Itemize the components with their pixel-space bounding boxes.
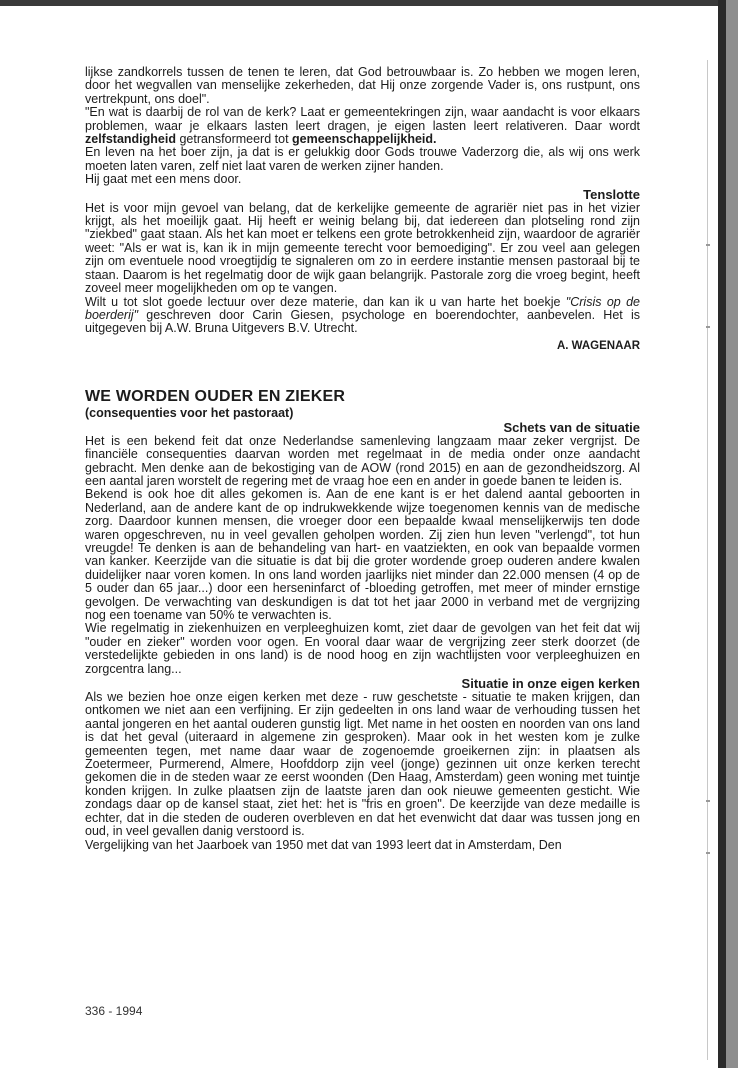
section-heading-schets: Schets van de situatie xyxy=(503,419,640,435)
paragraph: Bekend is ook hoe dit alles gekomen is. Aan de ene kant is er het dalend aantal geboorten in Nederland, aan de andere kant de op indrukwekkende wijze toegenomen kennis van de medische zorg. Daardoor kunnen mensen, die vroeger door een bepaalde kwaal menselijkerwijs ten dode waren opgeschreven, nu in veel gevallen geholpen worden. Zij zien hun leven "verlengd", tot hun vreugde! Te denken is aan de behandeling van hart- en vaatziekten, en ook van bepaalde vormen van kanker. Keerzijde van die situatie is dat bij die groter wordende groep ouderen andere kwalen duidelijker naar voren komen. In ons land worden jaarlijks niet minder dan 22.000 mensen (4 op de 5 ouder dan 65 jaar...) door een herseninfarct of -bloeding getroffen, met meer of minder ernstige gevolgen. De verwachting van deskundigen is dat tot het jaar 2000 in verband met de vergrijzing nog een toename van 50% te verwachten is. xyxy=(85,487,640,622)
binding-gutter-line xyxy=(707,60,708,1060)
paragraph: Het is voor mijn gevoel van belang, dat de kerkelijke gemeente de agrariër niet pas in het vizier krijgt, als het moeilijk gaat. Hij heeft er weinig belang bij, dat iedereen dan plotseling rond zijn "ziekbed" gaat staan. Als het kan moet er telkens een grote betrokkenheid zijn, waardoor de agrariër weet: "Als er wat is, kan ik in mijn gemeente terecht voor bemoediging". Er zou veel aan gelegen zijn om eventuele nood vroegtijdig te signaleren om zo in eerdere instantie mensen pastoraal bij te staan. Daarom is het regelmatig door de wijk gaan belangrijk. Pastorale zorg die vroeg begint, heeft zoveel meer mogelijkheden om op te vangen. xyxy=(85,200,640,296)
author-signature: A. WAGENAAR xyxy=(556,339,640,352)
paragraph xyxy=(85,296,640,336)
article-older-and-sicker xyxy=(85,388,640,852)
text-run: "En wat is daarbij de rol van de kerk? Laat er gemeentekringen zijn, waar aandacht is voor elkaars problemen, waar je elkaars lasten leert dragen, je eigen lasten leert relativeren. Daar wordt xyxy=(85,105,640,133)
paragraph: Als we bezien hoe onze eigen kerken met deze - ruw geschetste - situatie te maken krijgen, dan ontkomen we niet aan een verfijning. Er zijn gedeelten in ons land waar de verhouding tussen het aantal jongeren en het aantal ouderen gunstig ligt. Met name in het oosten en noorden van ons land is dat het geval (uiteraard in algemene zin gesproken). Maar ook in het westen kom je zulke gemeenten tegen, met name daar waar de zogenoemde groeikernen zijn: in plaatsen als Zoetermeer, Purmerend, Almere, Hoofddorp zijn veel (jonge) gezinnen uit onze kerken terecht gekomen die in de steden waar ze eerst woonden (Den Haag, Amsterdam) geen woning met tuintje konden krijgen. In zulke plaatsen zijn de laatste jaren dan ook nieuwe gemeenten gesticht. Wie zondags daar op de kansel staat, ziet het: het is "fris en groen". De keerzijde van deze medaille is echter, dat in die steden de ouderen overbleven en dat het evenwicht dat daar was tussen jong en oud, in veel gevallen danig verstoord is. xyxy=(85,690,640,839)
paragraph: Vergelijking van het Jaarboek van 1950 met dat van 1993 leert dat in Amsterdam, Den xyxy=(85,837,562,852)
section-heading-situatie: Situatie in onze eigen kerken xyxy=(461,676,640,692)
page-footer: 336 - 1994 xyxy=(85,1004,143,1018)
scan-border-right-dark xyxy=(718,0,726,1068)
paragraph: Hij gaat met een mens door. xyxy=(85,172,242,187)
paragraph: lijkse zandkorrels tussen de tenen te leren, dat God betrouwbaar is. Zo hebben we mogen leren, door het wegvallen van menselijke zekerheden, dat Hij onze zorgende Vader is, ons rustpunt, ons vertrekpunt, ons doel". xyxy=(85,65,640,106)
gutter-mark xyxy=(706,852,710,854)
gutter-mark xyxy=(706,326,710,328)
page-content xyxy=(85,66,640,852)
paragraph: Wie regelmatig in ziekenhuizen en verpleeghuizen komt, ziet daar de gevolgen van het feit dat wij "ouder en zieker" worden voor ogen. En vooral daar waar de vergrijzing zeer sterk doorzet (de verstedelijkte gebieden in ons land) is de nood hoog en zijn wachtlijsten voor verpleeghuizen en zorgcentra lang... xyxy=(85,621,640,676)
bold-term: zelfstandigheid xyxy=(85,132,176,147)
text-run: Wilt u tot slot goede lectuur over deze materie, dan kan ik u van harte het boekje xyxy=(85,294,566,309)
gutter-mark xyxy=(706,244,710,246)
paragraph: En leven na het boer zijn, ja dat is er gelukkig door Gods trouwe Vaderzorg die, als wij ons werk moeten laten varen, zelf niet laat varen de werken zijner handen. xyxy=(85,145,640,173)
article-title: WE WORDEN OUDER EN ZIEKER xyxy=(85,387,346,405)
gutter-mark xyxy=(706,800,710,802)
text-run: geschreven door Carin Giesen, psychologe en boerendochter, aanbevelen. Het is uitgegeven bij A.W. Bruna Uitgevers B.V. Utrecht. xyxy=(85,307,640,336)
article-farmers-crisis xyxy=(85,66,640,352)
article-subtitle: (consequenties voor het pastoraat) xyxy=(85,405,294,420)
paragraph: Het is een bekend feit dat onze Nederlandse samenleving langzaam maar zeker vergrijst. De financiële consequenties daarvan worden met regelmaat in de media onder onze aandacht gebracht. Men denke aan de bekostiging van de AOW (rond 2015) en aan de gezondheidszorg. Al een aantal jaren worstelt de regering met de vraag hoe een en ander in goede banen te leiden is. xyxy=(85,433,640,488)
section-heading-tenslotte: Tenslotte xyxy=(583,186,640,202)
text-run: getransformeerd tot xyxy=(175,132,293,147)
scan-border-top xyxy=(0,0,738,6)
bold-term: gemeenschappelijkheid. xyxy=(292,132,437,147)
book-title: "Crisis op de boerderij" xyxy=(85,294,640,322)
paragraph xyxy=(85,106,640,146)
